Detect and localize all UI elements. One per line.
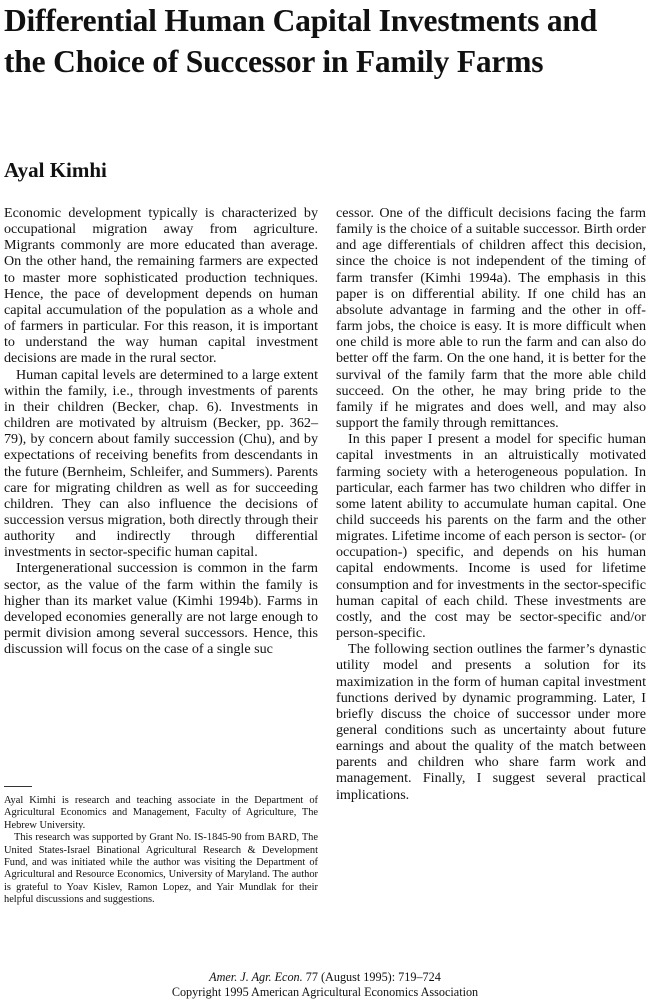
copyright-line: Copyright 1995 American Agricultural Economics Association [171, 984, 479, 999]
page-footer [0, 970, 650, 999]
footnotes [4, 795, 318, 907]
body-paragraph: Intergenerational succession is common in the farm sector, as the value of the farm within the family is higher than its market value (Kimhi 1994b). Farms in developed economies generally are not large enough to permit division among several successors. Hence, this discussion will focus on the case of a single suc [4, 560, 318, 658]
journal-citation [0, 970, 650, 985]
body-paragraph: cessor. One of the difficult decisions facing the farm family is the choice of a suitable successor. Birth order and age differentials of children affect this decision, since the choice is not independent of the timing of farm transfer (Kimhi 1994a). The emphasis in this paper is on differential ability. If one child has an absolute advantage in farming and the other in off-farm jobs, the choice is easy. It is more difficult when one child is more able to run the farm and can also do better off the farm. On the one hand, it is better for the survival of the family farm that the more able child succeed. On the other, he may bring pride to the family if he migrates and does well, and may also support the family through remittances. [336, 205, 646, 432]
body-paragraph: The following section outlines the farmer’s dynastic utility model and presents a solution for its maximization in the form of human capital investment functions derived by dynamic programming. Later, I briefly discuss the choice of successor under more general conditions such as uncertainty about future earnings and about the quality of the match between parents and children who share farm work and management. Finally, I suggest several practical implications. [336, 641, 646, 803]
footnote-acknowledgement: This research was supported by Grant No. IS-1845-90 from BARD, The United States-Israel Binational Agricultural Research & Development Fund, and was initiated while the author was visiting the Department of Agricultural and Resource Economics, University of Maryland. The author is grateful to Yoav Kislev, Ramon Lopez, and Yair Mundlak for their helpful discussions and suggestions. [4, 832, 318, 906]
volume-pages: 77 (August 1995): 719–724 [302, 970, 441, 984]
body-paragraph: In this paper I present a model for specific human capital investments in an altruistically motivated farming society with a heterogeneous population. In particular, each farmer has two children who differ in some latent ability to accumulate human capital. One child succeeds his parents on the farm and the other migrates. Lifetime income of each person is sector- (or occupation-) specific, and depends on his human capital endowments. Income is used for lifetime consumption and for investments in the sector-specific human capital of each child. These investments are costly, and the cost may be sector-specific and/or person-specific. [336, 431, 646, 642]
body-paragraph: Economic development typically is characterized by occupational migration away from agriculture. Migrants commonly are more educated than average. On the other hand, the remaining farmers are expected to master more sophisticated production techniques. Hence, the pace of development depends on human capital accumulation of the population as a whole and of farmers in particular. For this reason, it is important to understand the way human capital investment decisions are made in the rural sector. [4, 205, 318, 367]
footnote-affiliation: Ayal Kimhi is research and teaching associate in the Department of Agricultural Economics and Management, Faculty of Agriculture, The Hebrew University. [4, 795, 318, 831]
body-paragraph: Human capital levels are determined to a large extent within the family, i.e., through investments of parents in their children (Becker, chap. 6). Investments in children are motivated by altruism (Becker, pp. 362–79), by concern about family succession (Chu), and by expectations of receiving benefits from descendants in the future (Bernheim, Schleifer, and Summers). Parents care for migrating children as well as for succeeding children. They can also influence the decisions of succession versus migration, both directly through their authority and indirectly through differential investments in sector-specific human capital. [4, 366, 318, 561]
article-title: Differential Human Capital Investments and the Choice of Successor in Family Farms [4, 3, 598, 79]
right-column [336, 205, 646, 803]
left-column [4, 205, 318, 657]
author-name: Ayal Kimhi [4, 158, 107, 182]
footnote-divider [4, 786, 32, 787]
journal-name: Amer. J. Agr. Econ. [209, 970, 303, 984]
